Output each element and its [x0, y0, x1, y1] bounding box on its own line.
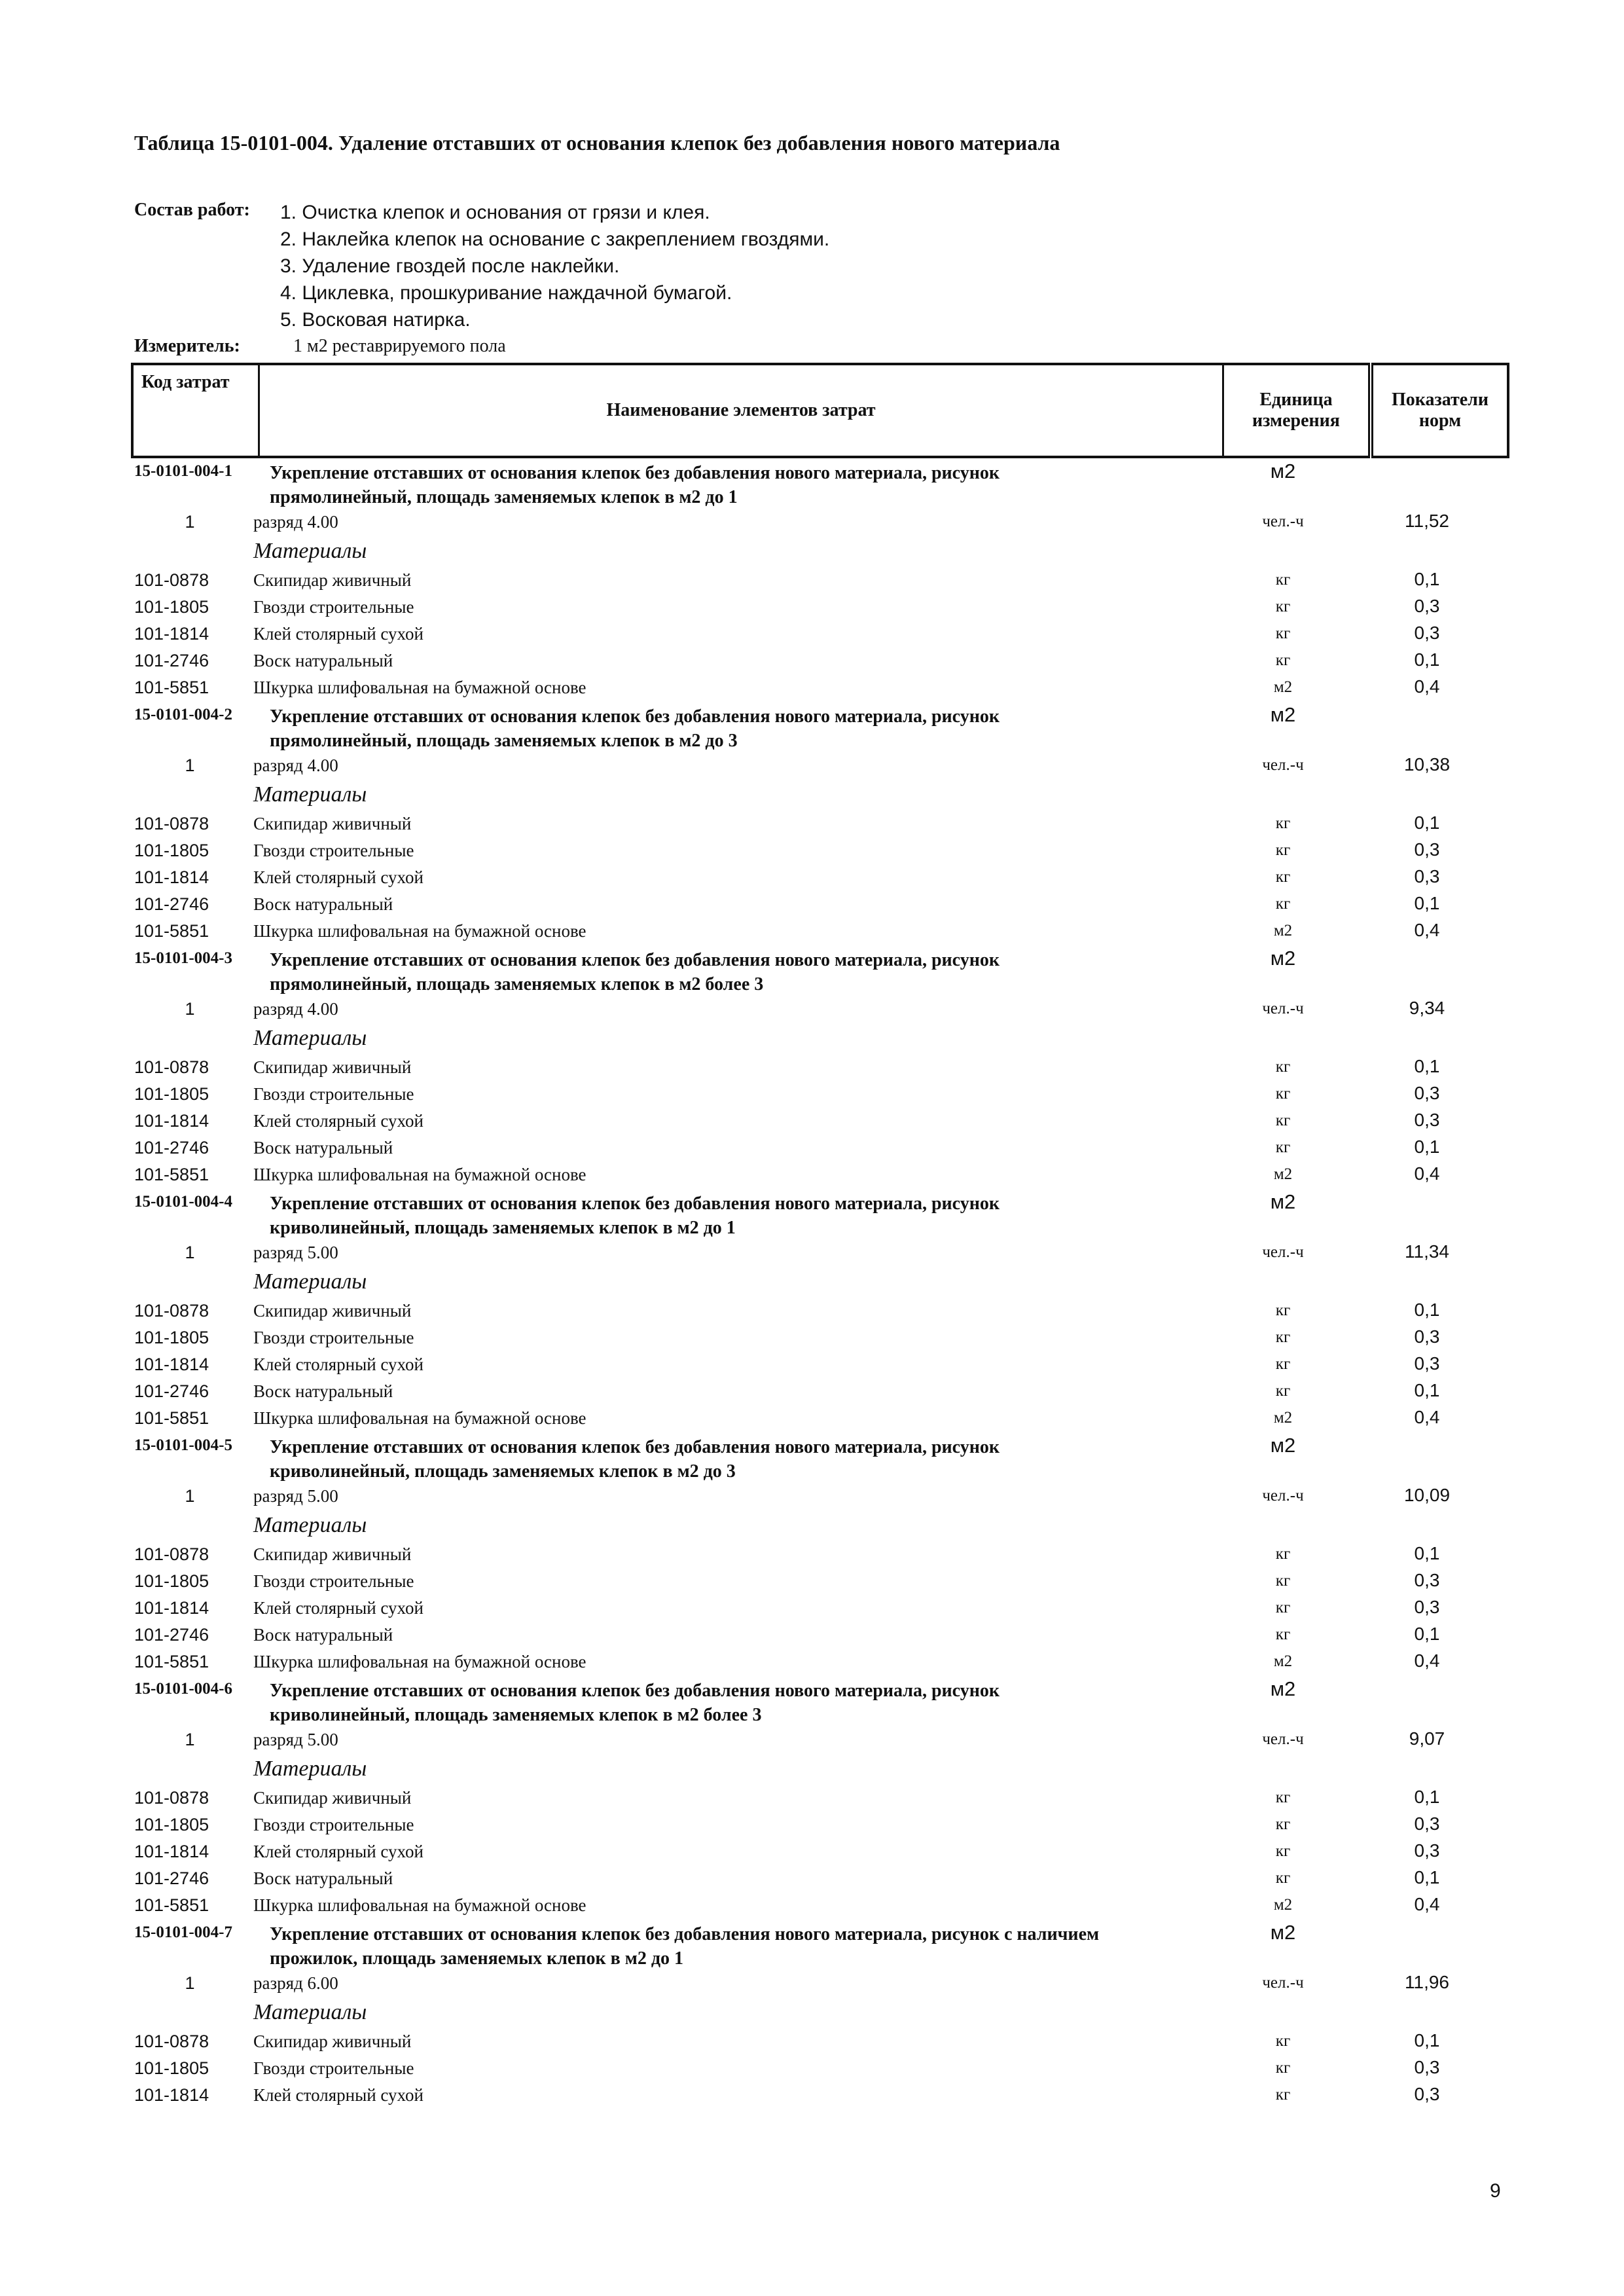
material-name: Шкурка шлифовальная на бумажной основе: [253, 678, 586, 697]
section-title: Укрепление отставших от основания клепок без добавления нового материала, рисунок прямолинейный, площадь заменяемых клепок в м2 более 3: [270, 950, 1000, 994]
material-name: Шкурка шлифовальная на бумажной основе: [253, 1652, 586, 1671]
section-header-row: [0, 1189, 1624, 1240]
material-row: [0, 648, 1624, 675]
section-title: Укрепление отставших от основания клепок без добавления нового материала, рисунок криволинейный, площадь заменяемых клепок в м2 до 1: [270, 1194, 1000, 1238]
material-value: 0,4: [1414, 1163, 1440, 1184]
material-code: 101-0878: [134, 1301, 209, 1321]
labor-unit: чел.-ч: [1262, 1243, 1304, 1261]
materials-label-row: [0, 1267, 1624, 1298]
table-header: [131, 363, 1509, 458]
page-number: 9: [1490, 2180, 1501, 2202]
material-unit: кг: [1275, 651, 1291, 669]
header-name: Наименование элементов затрат: [259, 364, 1223, 457]
material-unit: кг: [1275, 1139, 1291, 1156]
section-title: Укрепление отставших от основания клепок без добавления нового материала, рисунок с наличием прожилок, площадь заменяемых клепок в м2 до 1: [270, 1924, 1100, 1969]
material-value: 0,1: [1414, 1056, 1440, 1076]
material-value: 0,1: [1414, 1137, 1440, 1157]
labor-unit: чел.-ч: [1262, 1487, 1304, 1504]
material-code: 101-1814: [134, 1842, 209, 1861]
material-row: [0, 568, 1624, 594]
material-row: [0, 2083, 1624, 2109]
section-header-row: [0, 945, 1624, 996]
section-header-row: [0, 1920, 1624, 1971]
material-name: Шкурка шлифовальная на бумажной основе: [253, 1408, 586, 1428]
material-value: 0,3: [1414, 1813, 1440, 1834]
material-name: Скипидар живичный: [253, 570, 412, 590]
material-code: 101-0878: [134, 570, 209, 590]
section-code: 15-0101-004-2: [134, 706, 232, 723]
labor-code: 1: [185, 756, 195, 775]
section-code: 15-0101-004-1: [134, 462, 232, 480]
material-unit: кг: [1275, 1112, 1291, 1129]
material-name: Скипидар живичный: [253, 2032, 412, 2051]
section-unit: м2: [1270, 1921, 1296, 1944]
material-code: 101-1805: [134, 1815, 209, 1834]
material-value: 0,3: [1414, 839, 1440, 860]
section-header-row: [0, 1676, 1624, 1727]
labor-name: разряд 4.00: [253, 512, 338, 532]
labor-code: 1: [185, 1973, 195, 1993]
work-item: 3. Удаление гвоздей после наклейки.: [280, 255, 620, 277]
section-title: Укрепление отставших от основания клепок без добавления нового материала, рисунок прямолинейный, площадь заменяемых клепок в м2 до 1: [270, 463, 1000, 507]
material-row: [0, 1542, 1624, 1569]
material-row: [0, 811, 1624, 838]
material-unit: кг: [1275, 1355, 1291, 1373]
material-code: 101-5851: [134, 921, 209, 941]
material-unit: кг: [1275, 841, 1291, 859]
labor-code: 1: [185, 1486, 195, 1506]
material-code: 101-2746: [134, 1138, 209, 1157]
header-code: Код затрат: [132, 364, 259, 457]
material-row: [0, 621, 1624, 648]
material-unit: кг: [1275, 1626, 1291, 1643]
material-code: 101-5851: [134, 1895, 209, 1915]
material-row: [0, 1622, 1624, 1649]
labor-value: 9,07: [1409, 1728, 1445, 1749]
material-code: 101-1805: [134, 841, 209, 860]
material-unit: кг: [1275, 625, 1291, 642]
material-code: 101-1805: [134, 1571, 209, 1591]
section-code: 15-0101-004-5: [134, 1436, 232, 1454]
materials-label-row: [0, 1510, 1624, 1542]
material-code: 101-1814: [134, 1598, 209, 1618]
material-unit: м2: [1273, 678, 1293, 696]
material-name: Скипидар живичный: [253, 1544, 412, 1564]
section-unit: м2: [1270, 1434, 1296, 1457]
labor-row: [0, 1727, 1624, 1754]
work-item: 2. Наклейка клепок на основание с закреплением гвоздями.: [280, 228, 830, 250]
labor-row: [0, 753, 1624, 780]
material-code: 101-2746: [134, 894, 209, 914]
labor-name: разряд 5.00: [253, 1730, 338, 1749]
section-code: 15-0101-004-4: [134, 1193, 232, 1211]
labor-row: [0, 1484, 1624, 1510]
material-unit: кг: [1275, 1815, 1291, 1833]
material-value: 0,3: [1414, 1083, 1440, 1103]
labor-unit: чел.-ч: [1262, 513, 1304, 530]
material-row: [0, 1379, 1624, 1406]
section-title: Укрепление отставших от основания клепок без добавления нового материала, рисунок криволинейный, площадь заменяемых клепок в м2 более 3: [270, 1681, 1000, 1725]
labor-unit: чел.-ч: [1262, 756, 1304, 774]
materials-label: Материалы: [253, 1513, 367, 1537]
header-unit: Единица измерения: [1223, 364, 1371, 457]
labor-name: разряд 5.00: [253, 1486, 338, 1506]
section-code: 15-0101-004-7: [134, 1923, 232, 1941]
material-unit: м2: [1273, 1409, 1293, 1427]
material-value: 0,4: [1414, 1650, 1440, 1671]
section-unit: м2: [1270, 703, 1296, 726]
material-value: 0,1: [1414, 2030, 1440, 2050]
material-name: Гвозди строительные: [253, 1328, 414, 1347]
material-code: 101-0878: [134, 1788, 209, 1808]
material-name: Воск натуральный: [253, 651, 393, 670]
labor-name: разряд 4.00: [253, 999, 338, 1019]
section-title: Укрепление отставших от основания клепок без добавления нового материала, рисунок криволинейный, площадь заменяемых клепок в м2 до 3: [270, 1437, 1000, 1482]
material-value: 0,3: [1414, 1326, 1440, 1347]
material-unit: кг: [1275, 2086, 1291, 2104]
labor-value: 11,52: [1405, 511, 1449, 531]
material-value: 0,4: [1414, 1407, 1440, 1427]
material-name: Клей столярный сухой: [253, 1598, 424, 1618]
labor-unit: чел.-ч: [1262, 1000, 1304, 1017]
material-name: Гвозди строительные: [253, 1815, 414, 1834]
header-norm: Показатели норм: [1371, 364, 1508, 457]
material-name: Скипидар живичный: [253, 1788, 412, 1808]
material-code: 101-5851: [134, 1652, 209, 1671]
material-value: 0,1: [1414, 1867, 1440, 1887]
material-code: 101-2746: [134, 651, 209, 670]
material-value: 0,3: [1414, 2057, 1440, 2077]
material-unit: кг: [1275, 814, 1291, 832]
material-value: 0,1: [1414, 1543, 1440, 1563]
materials-label: Материалы: [253, 782, 367, 807]
material-row: [0, 838, 1624, 865]
material-value: 0,3: [1414, 1570, 1440, 1590]
section-code: 15-0101-004-6: [134, 1680, 232, 1698]
material-code: 101-5851: [134, 1165, 209, 1184]
section-unit: м2: [1270, 460, 1296, 483]
materials-label-row: [0, 780, 1624, 811]
material-row: [0, 919, 1624, 945]
material-unit: кг: [1275, 1842, 1291, 1860]
material-value: 0,4: [1414, 920, 1440, 940]
materials-label: Материалы: [253, 2000, 367, 2024]
material-name: Шкурка шлифовальная на бумажной основе: [253, 1165, 586, 1184]
materials-label: Материалы: [253, 1757, 367, 1781]
work-item: 5. Восковая натирка.: [280, 309, 471, 331]
material-unit: кг: [1275, 895, 1291, 913]
labor-code: 1: [185, 999, 195, 1019]
material-unit: м2: [1273, 1652, 1293, 1670]
material-code: 101-5851: [134, 1408, 209, 1428]
materials-label-row: [0, 1997, 1624, 2029]
material-unit: кг: [1275, 1869, 1291, 1887]
material-name: Воск натуральный: [253, 1138, 393, 1157]
material-name: Гвозди строительные: [253, 1084, 414, 1104]
material-value: 0,3: [1414, 1840, 1440, 1861]
material-code: 101-1805: [134, 1328, 209, 1347]
labor-row: [0, 1240, 1624, 1267]
material-name: Гвозди строительные: [253, 1571, 414, 1591]
material-code: 101-0878: [134, 2032, 209, 2051]
measure-label: Измеритель:: [134, 336, 240, 356]
materials-label: Материалы: [253, 539, 367, 563]
material-code: 101-1814: [134, 2085, 209, 2105]
material-name: Гвозди строительные: [253, 597, 414, 617]
material-code: 101-1814: [134, 624, 209, 644]
material-name: Гвозди строительные: [253, 2058, 414, 2078]
material-value: 0,1: [1414, 649, 1440, 670]
material-unit: кг: [1275, 1572, 1291, 1590]
material-name: Клей столярный сухой: [253, 1842, 424, 1861]
material-row: [0, 1839, 1624, 1866]
materials-label: Материалы: [253, 1026, 367, 1050]
material-row: [0, 2056, 1624, 2083]
material-unit: кг: [1275, 1328, 1291, 1346]
material-unit: кг: [1275, 1302, 1291, 1319]
materials-label-row: [0, 1023, 1624, 1055]
material-row: [0, 1569, 1624, 1595]
material-row: [0, 1298, 1624, 1325]
material-value: 0,3: [1414, 1110, 1440, 1130]
labor-value: 10,09: [1403, 1485, 1451, 1505]
labor-value: 11,96: [1405, 1972, 1449, 1992]
material-row: [0, 1108, 1624, 1135]
material-value: 0,1: [1414, 893, 1440, 913]
labor-value: 9,34: [1409, 998, 1445, 1018]
material-unit: кг: [1275, 2032, 1291, 2050]
material-row: [0, 1866, 1624, 1893]
measure-value: 1 м2 реставрируемого пола: [293, 336, 506, 356]
material-name: Клей столярный сухой: [253, 867, 424, 887]
material-row: [0, 1055, 1624, 1082]
labor-name: разряд 4.00: [253, 756, 338, 775]
material-row: [0, 2029, 1624, 2056]
material-unit: кг: [1275, 598, 1291, 615]
material-name: Воск натуральный: [253, 1625, 393, 1645]
material-value: 0,3: [1414, 866, 1440, 886]
table-title: Таблица 15-0101-004. Удаление отставших от основания клепок без добавления нового материала: [134, 131, 1060, 155]
material-row: [0, 892, 1624, 919]
materials-label: Материалы: [253, 1269, 367, 1294]
material-value: 0,4: [1414, 676, 1440, 697]
material-unit: кг: [1275, 1382, 1291, 1400]
labor-name: разряд 5.00: [253, 1243, 338, 1262]
labor-code: 1: [185, 1730, 195, 1749]
section-header-row: [0, 1432, 1624, 1484]
material-code: 101-1805: [134, 2058, 209, 2078]
table-body: [0, 458, 1624, 2109]
section-header-row: [0, 702, 1624, 753]
material-name: Клей столярный сухой: [253, 2085, 424, 2105]
material-name: Гвозди строительные: [253, 841, 414, 860]
material-code: 101-1814: [134, 1355, 209, 1374]
material-row: [0, 1406, 1624, 1432]
material-code: 101-2746: [134, 1381, 209, 1401]
material-row: [0, 1082, 1624, 1108]
material-row: [0, 1595, 1624, 1622]
material-code: 101-2746: [134, 1868, 209, 1888]
material-unit: кг: [1275, 868, 1291, 886]
material-value: 0,3: [1414, 2084, 1440, 2104]
material-code: 101-5851: [134, 678, 209, 697]
material-value: 0,3: [1414, 1597, 1440, 1617]
work-item: 1. Очистка клепок и основания от грязи и клея.: [280, 202, 710, 223]
material-unit: кг: [1275, 1789, 1291, 1806]
material-value: 0,1: [1414, 1787, 1440, 1807]
material-unit: кг: [1275, 1085, 1291, 1102]
work-composition-list: [280, 199, 829, 333]
material-unit: кг: [1275, 2059, 1291, 2077]
material-value: 0,1: [1414, 1380, 1440, 1400]
work-item: 4. Циклевка, прошкуривание наждачной бумагой.: [280, 282, 732, 304]
material-value: 0,1: [1414, 1624, 1440, 1644]
labor-row: [0, 509, 1624, 536]
material-code: 101-0878: [134, 1544, 209, 1564]
material-unit: кг: [1275, 1545, 1291, 1563]
material-name: Скипидар живичный: [253, 1301, 412, 1321]
material-name: Клей столярный сухой: [253, 624, 424, 644]
material-unit: кг: [1275, 1599, 1291, 1616]
material-row: [0, 1325, 1624, 1352]
material-row: [0, 1649, 1624, 1676]
section-unit: м2: [1270, 1677, 1296, 1700]
material-name: Скипидар живичный: [253, 814, 412, 833]
material-value: 0,1: [1414, 1300, 1440, 1320]
labor-unit: чел.-ч: [1262, 1730, 1304, 1748]
material-code: 101-1814: [134, 867, 209, 887]
material-code: 101-1805: [134, 597, 209, 617]
material-value: 0,1: [1414, 812, 1440, 833]
material-row: [0, 1135, 1624, 1162]
material-row: [0, 1812, 1624, 1839]
materials-label-row: [0, 536, 1624, 568]
labor-value: 11,34: [1405, 1241, 1449, 1262]
material-name: Воск натуральный: [253, 1381, 393, 1401]
labor-code: 1: [185, 1243, 195, 1262]
material-value: 0,1: [1414, 569, 1440, 589]
material-row: [0, 1162, 1624, 1189]
material-code: 101-0878: [134, 1057, 209, 1077]
material-unit: м2: [1273, 1165, 1293, 1183]
material-unit: м2: [1273, 1896, 1293, 1914]
material-value: 0,3: [1414, 623, 1440, 643]
material-unit: кг: [1275, 571, 1291, 589]
material-name: Воск натуральный: [253, 1868, 393, 1888]
material-name: Скипидар живичный: [253, 1057, 412, 1077]
material-name: Воск натуральный: [253, 894, 393, 914]
section-unit: м2: [1270, 1190, 1296, 1213]
material-row: [0, 594, 1624, 621]
material-unit: кг: [1275, 1058, 1291, 1076]
labor-name: разряд 6.00: [253, 1973, 338, 1993]
material-name: Клей столярный сухой: [253, 1111, 424, 1131]
material-name: Шкурка шлифовальная на бумажной основе: [253, 1895, 586, 1915]
material-value: 0,4: [1414, 1894, 1440, 1914]
material-value: 0,3: [1414, 1353, 1440, 1374]
work-composition-label: Состав работ:: [134, 200, 250, 220]
material-row: [0, 1785, 1624, 1812]
material-code: 101-1805: [134, 1084, 209, 1104]
section-header-row: [0, 458, 1624, 509]
material-name: Шкурка шлифовальная на бумажной основе: [253, 921, 586, 941]
material-code: 101-0878: [134, 814, 209, 833]
material-row: [0, 1893, 1624, 1920]
material-name: Клей столярный сухой: [253, 1355, 424, 1374]
labor-code: 1: [185, 512, 195, 532]
labor-value: 10,38: [1403, 754, 1451, 774]
material-value: 0,3: [1414, 596, 1440, 616]
section-unit: м2: [1270, 947, 1296, 970]
labor-row: [0, 996, 1624, 1023]
material-code: 101-2746: [134, 1625, 209, 1645]
material-unit: м2: [1273, 922, 1293, 939]
material-code: 101-1814: [134, 1111, 209, 1131]
labor-row: [0, 1971, 1624, 1997]
material-row: [0, 865, 1624, 892]
material-row: [0, 1352, 1624, 1379]
materials-label-row: [0, 1754, 1624, 1785]
section-code: 15-0101-004-3: [134, 949, 232, 967]
section-title: Укрепление отставших от основания клепок без добавления нового материала, рисунок прямолинейный, площадь заменяемых клепок в м2 до 3: [270, 706, 1000, 751]
labor-unit: чел.-ч: [1262, 1974, 1304, 1992]
material-row: [0, 675, 1624, 702]
